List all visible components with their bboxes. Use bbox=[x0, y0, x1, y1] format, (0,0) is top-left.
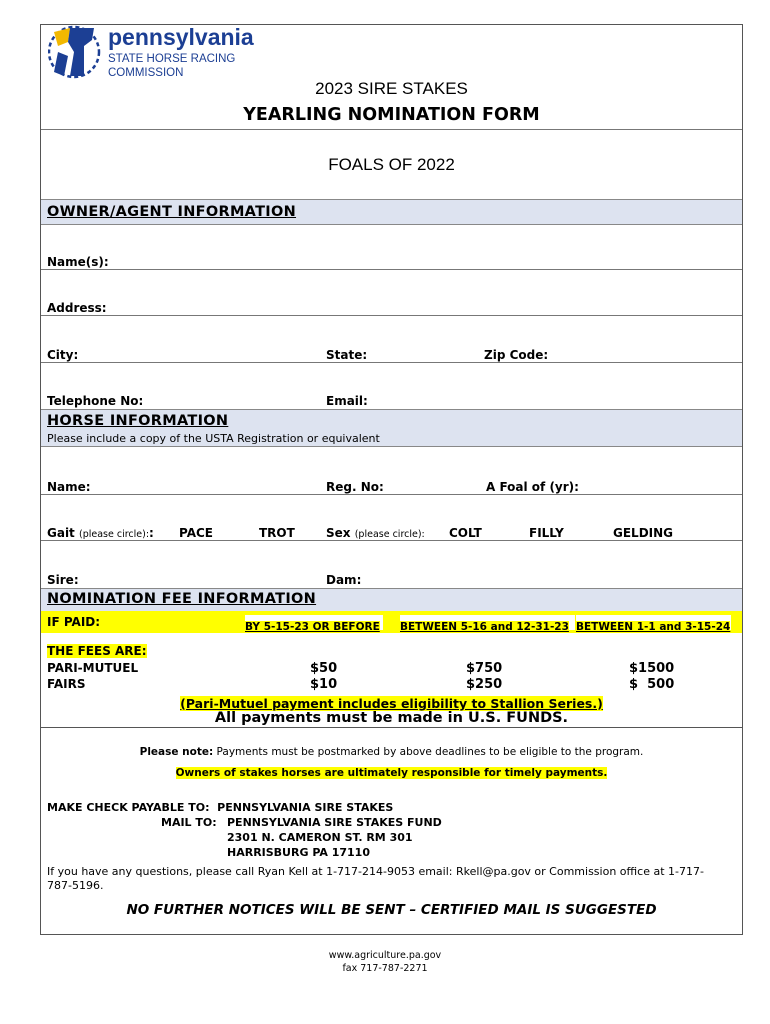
mail-address-1: PENNSYLVANIA SIRE STAKES FUND bbox=[227, 816, 442, 829]
pari-fee-2: $750 bbox=[466, 661, 503, 676]
sex-option-filly[interactable]: FILLY bbox=[529, 526, 564, 540]
us-funds-note: All payments must be made in U.S. FUNDS. bbox=[214, 710, 569, 726]
fairs-fee-3: $ 500 bbox=[629, 677, 675, 692]
reg-no-label: Reg. No: bbox=[326, 480, 384, 494]
gait-label: Gait (please circle):: bbox=[47, 526, 154, 540]
horse-section-heading: HORSE INFORMATION bbox=[47, 413, 229, 429]
mail-address-2: 2301 N. CAMERON ST. RM 301 bbox=[227, 831, 413, 844]
sire-label: Sire: bbox=[47, 573, 79, 587]
questions-note: If you have any questions, please call Ryan Kell at 1-717-214-9053 email: Rkell@pa.gov or Commission office at 1-717-787-5196. bbox=[47, 865, 704, 892]
mail-to-label: MAIL TO: bbox=[161, 816, 217, 829]
footer-website[interactable]: www.agriculture.pa.gov bbox=[328, 950, 442, 961]
dam-label: Dam: bbox=[326, 573, 362, 587]
logo-subtitle-2: COMMISSION bbox=[108, 67, 184, 79]
foals-title: FOALS OF 2022 bbox=[328, 155, 455, 174]
certified-mail-note: NO FURTHER NOTICES WILL BE SENT – CERTIFIED MAIL IS SUGGESTED bbox=[126, 902, 657, 918]
if-paid-label: IF PAID: bbox=[47, 615, 101, 629]
horse-name-label: Name: bbox=[47, 480, 91, 494]
pari-fee-3: $1500 bbox=[629, 661, 675, 676]
deadline-3: BETWEEN 1-1 and 3-15-24 bbox=[576, 615, 731, 630]
logo-name: pennsylvania bbox=[108, 24, 254, 50]
fee-section-heading: NOMINATION FEE INFORMATION bbox=[47, 591, 317, 607]
email-label: Email: bbox=[326, 394, 368, 408]
owner-section-heading: OWNER/AGENT INFORMATION bbox=[47, 204, 297, 220]
form-title: YEARLING NOMINATION FORM bbox=[243, 105, 540, 125]
deadline-1: BY 5-15-23 OR BEFORE bbox=[245, 615, 383, 630]
payable-row: MAKE CHECK PAYABLE TO: PENNSYLVANIA SIRE STAKES bbox=[47, 801, 394, 814]
pari-mutuel-label: PARI-MUTUEL bbox=[47, 661, 139, 675]
sex-option-gelding[interactable]: GELDING bbox=[613, 526, 674, 540]
foal-year-label: A Foal of (yr): bbox=[486, 480, 579, 494]
sex-option-colt[interactable]: COLT bbox=[449, 526, 482, 540]
fairs-label: FAIRS bbox=[47, 677, 86, 691]
year-title: 2023 SIRE STAKES bbox=[315, 79, 468, 98]
fairs-fee-1: $10 bbox=[310, 677, 338, 692]
deadline-2: BETWEEN 5-16 and 12-31-23 bbox=[400, 615, 575, 630]
fees-are-label: THE FEES ARE: bbox=[47, 644, 147, 658]
usta-note: Please include a copy of the USTA Registration or equivalent bbox=[47, 432, 380, 445]
postmark-note: Please note: Payments must be postmarked by above deadlines to be eligible to the program. bbox=[139, 746, 644, 758]
logo-subtitle-1: STATE HORSE RACING bbox=[108, 53, 236, 65]
form-frame bbox=[40, 24, 743, 935]
state-label: State: bbox=[326, 348, 368, 362]
telephone-label: Telephone No: bbox=[47, 394, 144, 408]
gait-option-pace[interactable]: PACE bbox=[179, 526, 213, 540]
gait-option-trot[interactable]: TROT bbox=[259, 526, 295, 540]
footer-fax: fax 717-787-2271 bbox=[342, 963, 428, 974]
owners-responsibility-note: Owners of stakes horses are ultimately responsible for timely payments. bbox=[175, 767, 608, 779]
zip-label: Zip Code: bbox=[484, 348, 549, 362]
series-note: (Pari-Mutuel payment includes eligibility to Stallion Series.) bbox=[180, 696, 603, 711]
mail-address-3: HARRISBURG PA 17110 bbox=[227, 846, 370, 859]
sex-label: Sex (please circle): bbox=[326, 526, 425, 540]
names-label: Name(s): bbox=[47, 255, 109, 269]
address-label: Address: bbox=[47, 301, 107, 315]
pari-fee-1: $50 bbox=[310, 661, 338, 676]
fairs-fee-2: $250 bbox=[466, 677, 503, 692]
city-label: City: bbox=[47, 348, 79, 362]
